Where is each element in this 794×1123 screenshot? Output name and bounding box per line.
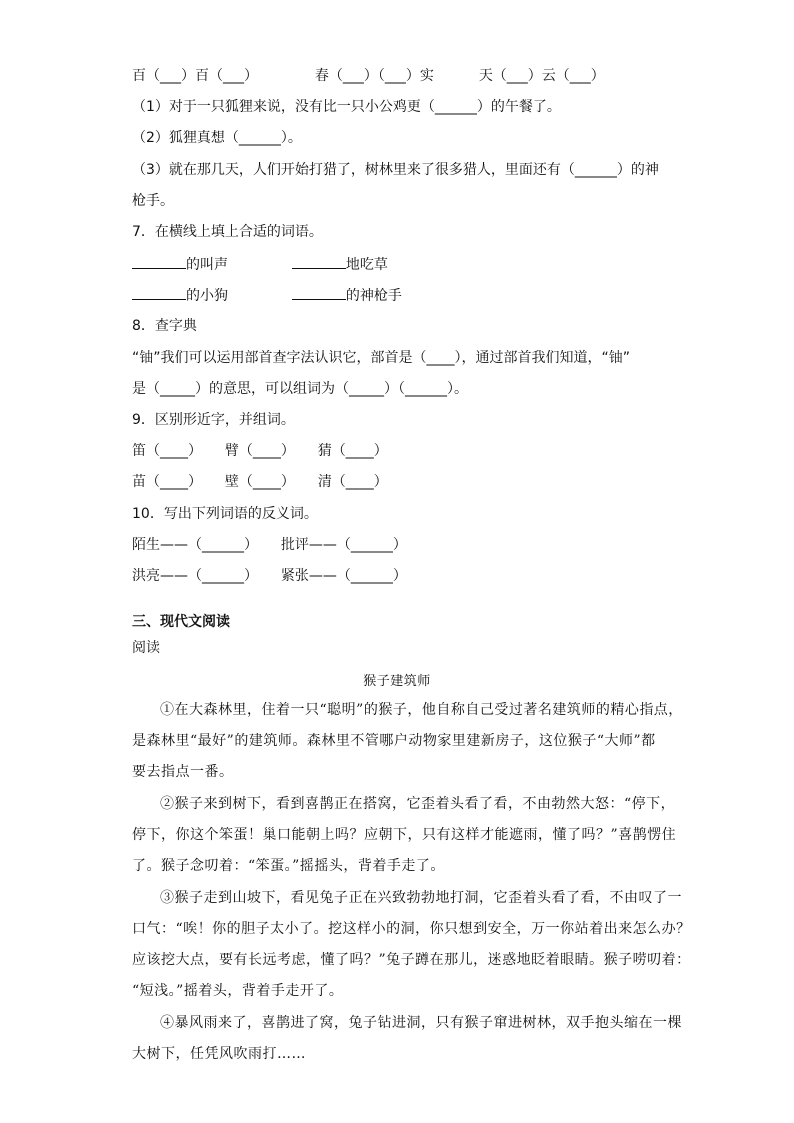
q9-item: 臂（____）	[224, 443, 295, 459]
q7-item: 地吃草	[345, 257, 388, 273]
q8-line-2: 是（_____）的意思，可以组词为（_____）（______）。	[132, 381, 468, 397]
q10-title: 10．写出下列词语的反义词。	[132, 506, 318, 522]
fill-sentence-3: （3）就在那几天，人们开始打猎了，树林里来了很多猎人，里面还有（______）的神	[132, 162, 659, 178]
paragraph-4-line-2: 大树下，任凭风吹雨打……	[132, 1046, 306, 1062]
q9-item: 猜（____）	[317, 443, 388, 459]
idiom-blank-row	[132, 66, 605, 86]
idiom-group-2: 春（___）（___）实	[314, 68, 434, 84]
q9-item: 苗（____）	[132, 474, 202, 490]
fill-sentence-3-cont: 枪手。	[132, 193, 174, 209]
story-title: 猴子建筑师	[363, 674, 431, 689]
answer-blank[interactable]	[132, 285, 186, 300]
q10-row-2	[132, 566, 407, 586]
idiom-group-3: 天（___）云（___）	[478, 68, 605, 84]
paragraph-3-line-1: ③猴子走到山坡下，看见兔子正在兴致勃勃地打洞，它歪着头看了看，不由叹了一	[160, 890, 682, 906]
q7-item: 的小狗	[186, 288, 228, 304]
q8-title: 8．查字典	[132, 318, 197, 334]
q10-item: 洪亮——（______）	[132, 568, 258, 584]
q7-title: 7．在横线上填上合适的词语。	[132, 224, 323, 240]
paragraph-1-line-3: 要去指点一番。	[132, 764, 234, 780]
fill-sentence-2: （2）狐狸真想（______）。	[132, 130, 302, 146]
section-heading: 三、现代文阅读	[132, 614, 230, 630]
q9-title: 9．区别形近字，并组词。	[132, 412, 295, 428]
paragraph-1-line-2: 是森林里“最好”的建筑师。森林里不管哪户动物家里建新房子，这位猴子“大师”都	[132, 733, 656, 749]
paragraph-4-line-1: ④暴风雨来了，喜鹊进了窝，兔子钻进洞，只有猴子窜进树林，双手抱头缩在一棵	[160, 1015, 682, 1031]
paragraph-2-line-2: 停下，你这个笨蛋！巢口能朝上吗？应朝下，只有这样才能遮雨，懂了吗？”喜鹊愣住	[132, 827, 677, 843]
q10-item: 陌生——（______）	[132, 537, 258, 553]
q10-item: 紧张——（______）	[280, 568, 407, 584]
q10-row-1	[132, 535, 407, 555]
q10-item: 批评——（______）	[280, 537, 407, 553]
q9-row-2	[132, 472, 388, 492]
q9-item: 笛（____）	[132, 443, 202, 459]
paragraph-3-line-2: 口气：“唉！你的胆子太小了。挖这样小的洞，你只想到安全，万一你站着出来怎么办？	[132, 921, 691, 937]
paragraph-1-line-1: ①在大森林里，住着一只“聪明”的猴子，他自称自己受过著名建筑师的精心指点，	[160, 702, 683, 718]
paragraph-2-line-1: ②猴子来到树下，看到喜鹊正在搭窝，它歪着头看了看，不由勃然大怒：“停下，	[160, 796, 676, 812]
paragraph-3-line-3: 应该挖大点，要有长远考虑，懂了吗？”兔子蹲在那儿，迷惑地眨着眼睛。猴子唠叨着：	[132, 952, 691, 968]
q9-row-1	[132, 441, 388, 461]
q9-item: 壁（____）	[224, 474, 295, 490]
q7-item: 的叫声	[186, 257, 228, 273]
answer-blank[interactable]	[292, 285, 346, 300]
q7-row-1	[132, 254, 388, 275]
q7-row-2	[132, 285, 402, 306]
idiom-group-1: 百（___）百（___）	[132, 68, 258, 84]
q9-item: 清（____）	[317, 474, 388, 490]
answer-blank[interactable]	[132, 254, 186, 269]
q7-item: 的神枪手	[345, 288, 402, 304]
q8-line-1: “铀”我们可以运用部首查字法认识它，部首是（____），通过部首我们知道，“铀”	[132, 350, 631, 366]
section-subheading: 阅读	[132, 640, 160, 656]
fill-sentence-1: （1）对于一只狐狸来说，没有比一只小公鸡更（______）的午餐了。	[132, 99, 561, 115]
paragraph-2-line-3: 了。猴子念叨着：“笨蛋。”摇摇头，背着手走了。	[132, 858, 445, 874]
answer-blank[interactable]	[292, 254, 346, 269]
paragraph-3-line-4: “短浅。”摇着头，背着手走开了。	[132, 983, 344, 999]
